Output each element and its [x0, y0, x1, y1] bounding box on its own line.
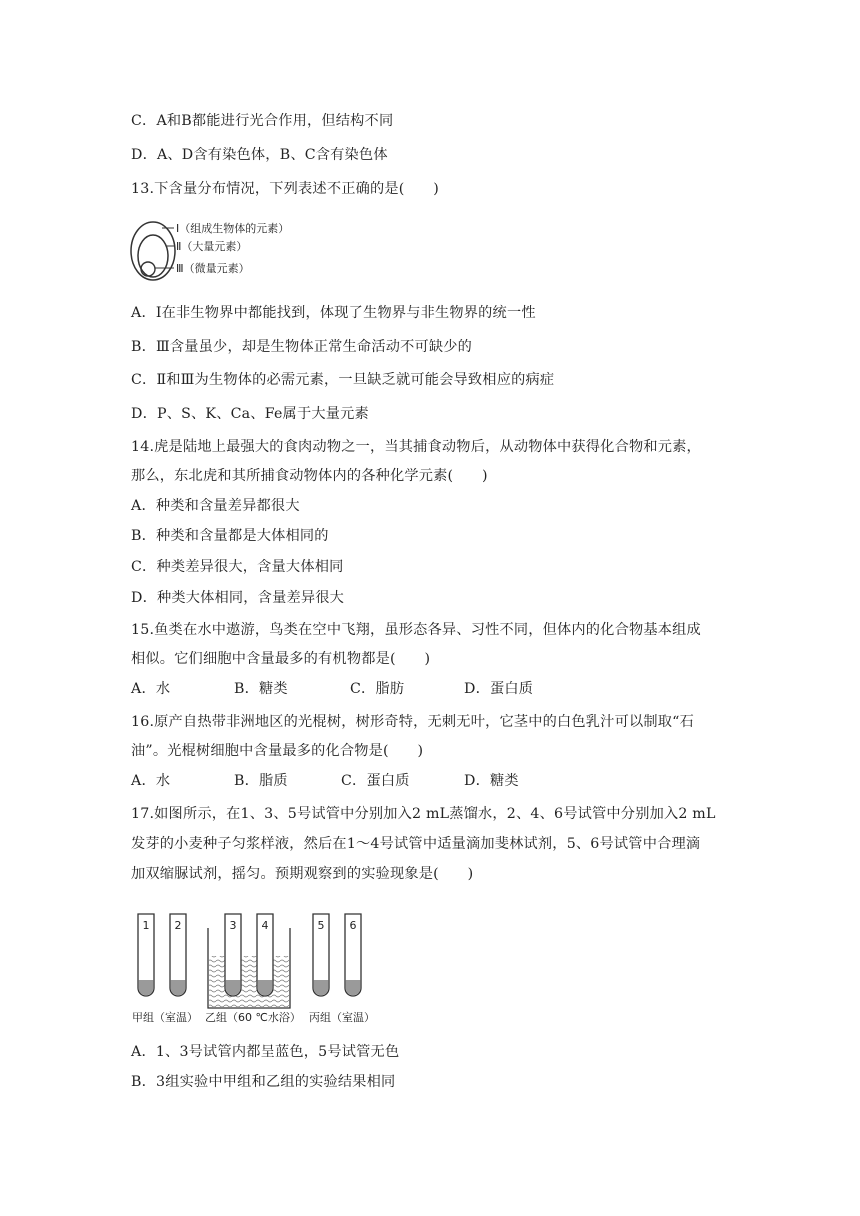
venn-label-2: Ⅱ（大量元素） [176, 240, 248, 253]
q12-option-d: D．A、D含有染色体，B、C含有染色体 [131, 147, 388, 163]
tube-number-5: 5 [317, 919, 325, 932]
q13-option-b: B．Ⅲ含量虽少，却是生物体正常生命活动不可缺少的 [131, 339, 473, 355]
q13-option-c: C．Ⅱ和Ⅲ为生物体的必需元素，一旦缺乏就可能会导致相应的病症 [131, 372, 555, 388]
q15-option-c: C．脂肪 [350, 681, 405, 697]
q16-option-b: B．脂质 [234, 773, 288, 789]
q17-stem-line1: 17.如图所示，在1、3、5号试管中分别加入2 mL蒸馏水，2、4、6号试管中分别加入2 mL [131, 806, 716, 822]
q17-option-a: A．1、3号试管内都呈蓝色，5号试管无色 [131, 1044, 400, 1060]
element-venn-diagram [128, 218, 308, 282]
q16-option-d: D．糖类 [464, 773, 519, 789]
tube-number-2: 2 [174, 919, 182, 932]
tube-number-3: 3 [229, 919, 237, 932]
test-tube-figure [128, 908, 388, 1030]
q15-stem-line1: 15.鱼类在水中遨游，鸟类在空中飞翔，虽形态各异、习性不同，但体内的化合物基本组成 [131, 622, 701, 638]
q15-stem-line2: 相似。它们细胞中含量最多的有机物都是( ) [131, 651, 431, 667]
q16-option-a: A．水 [131, 773, 171, 789]
q13-option-d: D．P、S、K、Ca、Fe属于大量元素 [131, 406, 369, 422]
q14-stem-line2: 那么，东北虎和其所捕食动物体内的各种化学元素( ) [131, 468, 488, 484]
q16-stem-line1: 16.原产自热带非洲地区的光棍树，树形奇特，无刺无叶，它茎中的白色乳汁可以制取“石 [131, 714, 694, 730]
q12-option-c: C．A和B都能进行光合作用，但结构不同 [131, 113, 394, 129]
q16-options [131, 771, 731, 791]
tube-number-1: 1 [142, 919, 150, 932]
q17-option-b: B．3组实验中甲组和乙组的实验结果相同 [131, 1074, 396, 1090]
q13-option-a: A．Ⅰ在非生物界中都能找到，体现了生物界与非生物界的统一性 [131, 305, 536, 321]
q14-option-d: D．种类大体相同，含量差异很大 [131, 590, 345, 606]
q14-option-c: C．种类差异很大，含量大体相同 [131, 559, 344, 575]
water-bath-icon [209, 956, 289, 1007]
tube-number-4: 4 [261, 919, 269, 932]
q16-option-c: C．蛋白质 [341, 773, 410, 789]
venn-label-1: Ⅰ（组成生物体的元素） [176, 222, 290, 235]
caption-bing: 丙组（室温） [309, 1011, 375, 1024]
q14-stem-line1: 14.虎是陆地上最强大的食肉动物之一，当其捕食动物后，从动物体中获得化合物和元素， [131, 439, 701, 455]
q14-option-a: A．种类和含量差异都很大 [131, 498, 300, 514]
venn-label-3: Ⅲ（微量元素） [176, 262, 250, 275]
q15-options [131, 679, 731, 699]
q15-option-a: A．水 [131, 681, 171, 697]
tube-number-6: 6 [349, 919, 357, 932]
q17-stem-line3: 加双缩脲试剂，摇匀。预期观察到的实验现象是( ) [131, 866, 474, 882]
q13-stem: 13.下含量分布情况，下列表述不正确的是( ) [131, 181, 439, 197]
q17-stem-line2: 发芽的小麦种子匀浆样液，然后在1～4号试管中适量滴加斐林试剂，5、6号试管中合理滴 [131, 836, 701, 852]
q14-option-b: B．种类和含量都是大体相同的 [131, 528, 329, 544]
q15-option-b: B．糖类 [234, 681, 288, 697]
caption-yi: 乙组（60 ℃水浴） [205, 1011, 301, 1024]
q15-option-d: D．蛋白质 [464, 681, 534, 697]
q16-stem-line2: 油”。光棍树细胞中含量最多的化合物是( ) [131, 743, 424, 759]
caption-jia: 甲组（室温） [132, 1011, 198, 1024]
